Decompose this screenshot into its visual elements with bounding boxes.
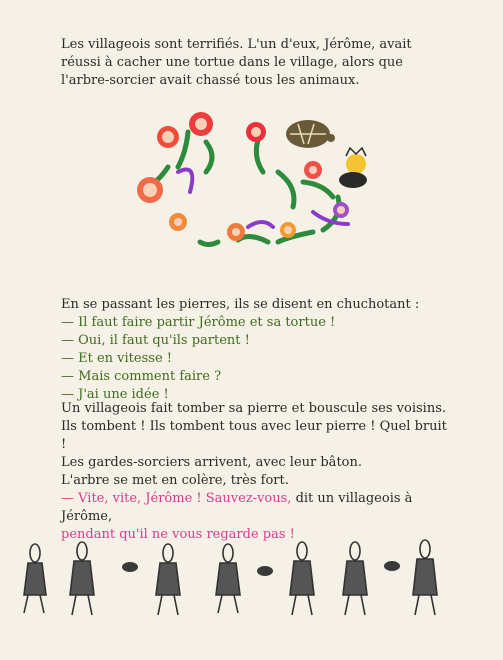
villagers-illustration — [0, 535, 503, 630]
dialogue-line: — Et en vitesse ! — [61, 351, 172, 366]
action-text: Les gardes-sorciers arrivent, avec leur bâton. — [61, 455, 362, 470]
stone-icon — [384, 561, 400, 571]
dialogue-line: — Oui, il faut qu'ils partent ! — [61, 333, 250, 348]
dialogue-intro: En se passant les pierres, ils se disent en chuchotant : — [61, 297, 420, 312]
intro-text: Les villageois sont terrifiés. L'un d'eux, Jérôme, avait réussi à cacher une tortue dans le village, alors que l'arbre-sorcier avait chassé tous les animaux. — [61, 37, 412, 88]
villager-figure — [156, 544, 180, 615]
quote-pink-end: pendant qu'il ne vous regarde pas ! — [61, 527, 295, 542]
flower-purple-right — [333, 202, 349, 218]
quote-narration: dit un villageois à Jérôme, — [61, 491, 413, 524]
bird-yellow-icon — [339, 148, 367, 188]
villager-figure — [413, 540, 437, 615]
dialogue-line: — Il faut faire partir Jérôme et sa tortue ! — [61, 315, 336, 330]
paragraph-intro — [61, 36, 451, 90]
flower-red-left — [137, 177, 163, 203]
dialogue-line: — Mais comment faire ? — [61, 369, 222, 384]
final-quote — [61, 490, 451, 526]
villager-figure — [24, 544, 46, 613]
action-text: Un villageois fait tomber sa pierre et bouscule ses voisins. Ils tombent ! Ils tombent tous avec leur pierre ! Quel bruit ! — [61, 401, 447, 452]
flower-circle-illustration — [128, 112, 378, 262]
flower-orange-bottom-right — [280, 222, 296, 238]
flower-red-top-left — [157, 126, 179, 148]
villager-figure — [70, 542, 94, 615]
paragraph-action — [61, 400, 451, 544]
stone-icon — [257, 566, 273, 576]
action-text: L'arbre se met en colère, très fort. — [61, 473, 289, 488]
flower-red-center — [246, 122, 266, 142]
villager-figure — [290, 542, 314, 615]
quote-pink-start: — Vite, vite, Jérôme ! Sauvez-vous, — [61, 491, 292, 506]
flower-red-right — [304, 161, 322, 179]
flower-bottom-center — [227, 223, 245, 241]
dialogue-line: — J'ai une idée ! — [61, 387, 169, 402]
flower-bottom-left — [169, 213, 187, 231]
flower-red-top — [189, 112, 213, 136]
villager-figure — [343, 542, 367, 615]
dialogue-block — [61, 296, 451, 404]
turtle-icon — [286, 120, 335, 148]
stone-icon — [122, 562, 138, 572]
villager-figure — [216, 544, 240, 613]
